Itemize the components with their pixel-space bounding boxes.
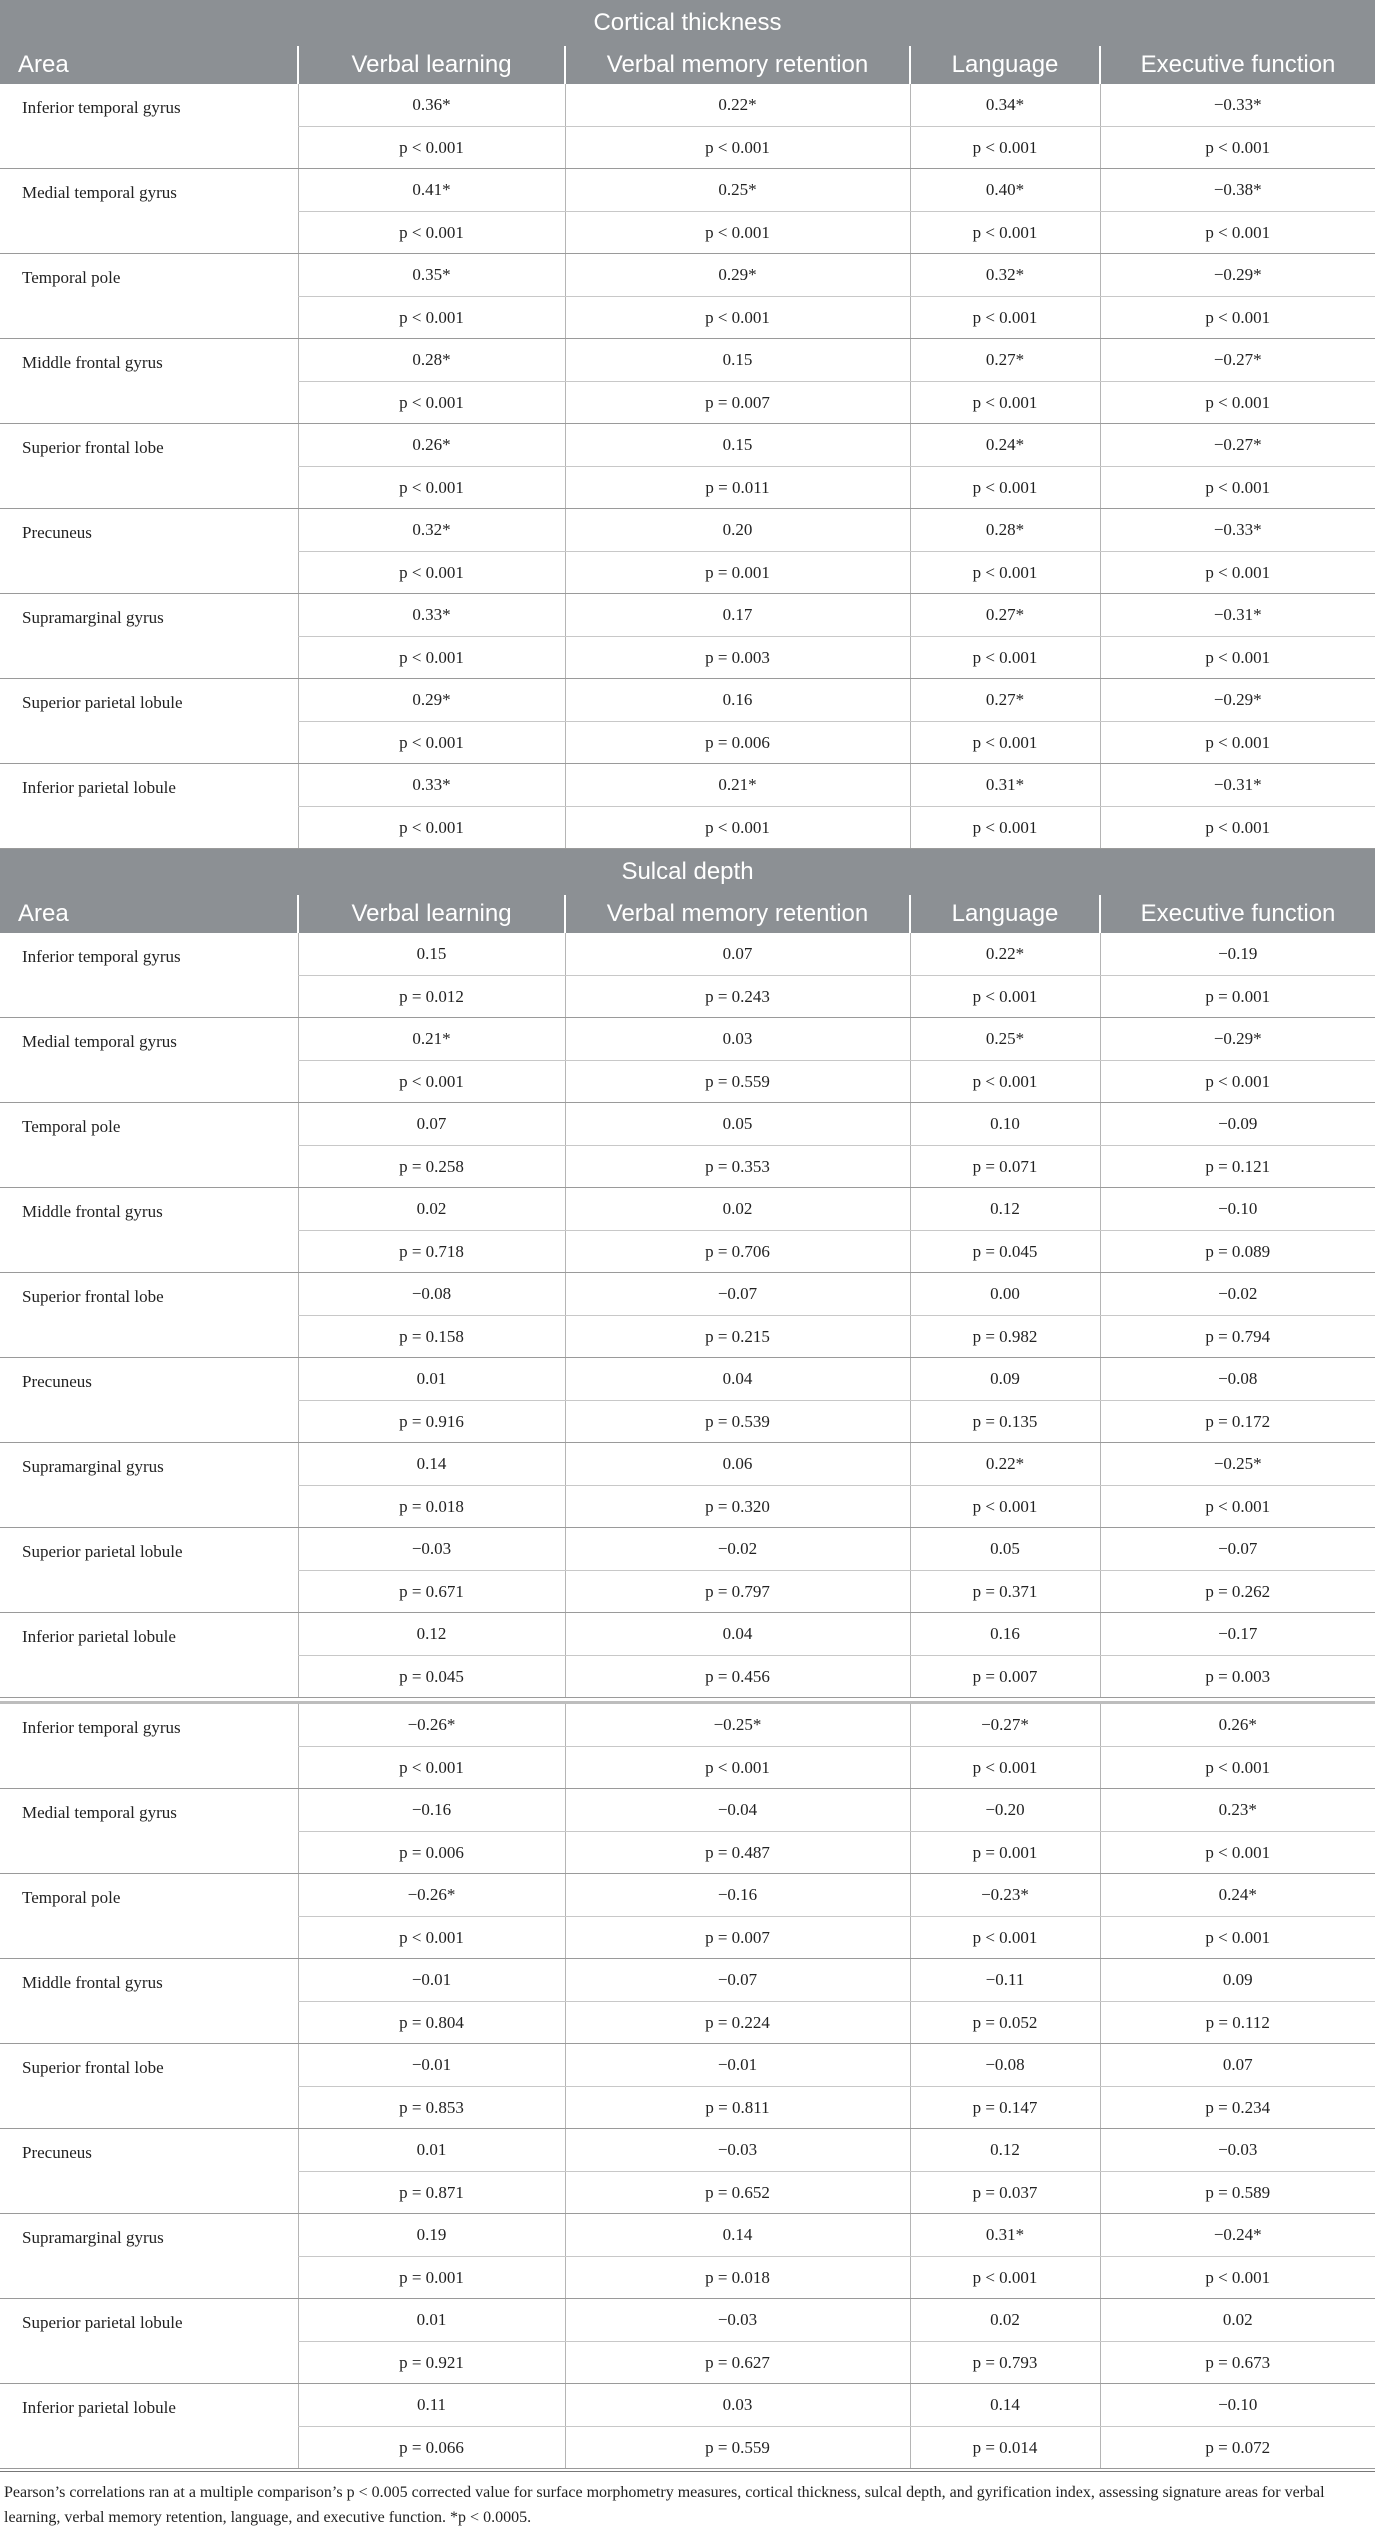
correlation-cell: 0.33* bbox=[298, 594, 565, 637]
correlation-cell: −0.07 bbox=[565, 1273, 910, 1316]
table-row bbox=[0, 254, 1375, 297]
table-row bbox=[0, 764, 1375, 807]
correlation-cell: 0.07 bbox=[298, 1103, 565, 1146]
correlation-cell: −0.26* bbox=[298, 1703, 565, 1747]
p-value-cell: p < 0.001 bbox=[910, 127, 1100, 169]
correlation-cell: 0.27* bbox=[910, 594, 1100, 637]
correlation-cell: 0.01 bbox=[298, 1358, 565, 1401]
p-value-cell: p = 0.853 bbox=[298, 2087, 565, 2129]
correlation-cell: −0.19 bbox=[1100, 933, 1375, 976]
p-value-cell: p = 0.018 bbox=[298, 1486, 565, 1528]
table-row bbox=[0, 2214, 1375, 2257]
correlation-cell: −0.27* bbox=[910, 1703, 1100, 1747]
correlation-cell: 0.15 bbox=[298, 933, 565, 976]
p-value-cell: p < 0.001 bbox=[910, 1061, 1100, 1103]
p-value-cell: p = 0.353 bbox=[565, 1146, 910, 1188]
correlation-cell: 0.32* bbox=[910, 254, 1100, 297]
correlation-cell: 0.12 bbox=[298, 1613, 565, 1656]
correlation-cell: 0.07 bbox=[565, 933, 910, 976]
table-row bbox=[0, 424, 1375, 467]
correlation-cell: 0.33* bbox=[298, 764, 565, 807]
area-cell: Superior frontal lobe bbox=[0, 424, 298, 509]
p-value-cell: p = 0.718 bbox=[298, 1231, 565, 1273]
table-row bbox=[0, 1528, 1375, 1571]
p-value-cell: p < 0.001 bbox=[910, 212, 1100, 254]
p-value-cell: p = 0.627 bbox=[565, 2342, 910, 2384]
correlation-cell: 0.21* bbox=[565, 764, 910, 807]
correlation-cell: 0.22* bbox=[565, 84, 910, 127]
area-cell: Superior parietal lobule bbox=[0, 2299, 298, 2384]
correlation-cell: 0.02 bbox=[910, 2299, 1100, 2342]
correlation-cell: 0.15 bbox=[565, 339, 910, 382]
correlation-cell: −0.03 bbox=[1100, 2129, 1375, 2172]
area-cell: Temporal pole bbox=[0, 1874, 298, 1959]
correlation-cell: 0.27* bbox=[910, 339, 1100, 382]
p-value-cell: p = 0.539 bbox=[565, 1401, 910, 1443]
correlation-cell: 0.06 bbox=[565, 1443, 910, 1486]
table-footnote: Pearson’s correlations ran at a multiple comparison’s p < 0.005 corrected value for surface morphometry measures, cortical thickness, sulcal depth, and gyrification index, assessing signature areas for verbal learning, verbal memory retention, language, and executive function. *p < 0.0005. bbox=[0, 2471, 1375, 2530]
p-value-cell: p = 0.121 bbox=[1100, 1146, 1375, 1188]
p-value-cell: p = 0.135 bbox=[910, 1401, 1100, 1443]
p-value-cell: p = 0.487 bbox=[565, 1832, 910, 1874]
table-row bbox=[0, 1959, 1375, 2002]
correlation-cell: 0.24* bbox=[910, 424, 1100, 467]
column-header: Area bbox=[0, 46, 298, 84]
p-value-cell: p = 0.258 bbox=[298, 1146, 565, 1188]
p-value-cell: p < 0.001 bbox=[298, 1747, 565, 1789]
correlation-cell: 0.04 bbox=[565, 1613, 910, 1656]
column-header: Verbal learning bbox=[298, 895, 565, 933]
table-row bbox=[0, 1358, 1375, 1401]
correlation-cell: −0.03 bbox=[298, 1528, 565, 1571]
area-cell: Inferior temporal gyrus bbox=[0, 1703, 298, 1789]
correlation-cell: −0.20 bbox=[910, 1789, 1100, 1832]
correlation-cell: −0.02 bbox=[565, 1528, 910, 1571]
correlation-cell: 0.04 bbox=[565, 1358, 910, 1401]
area-cell: Middle frontal gyrus bbox=[0, 1188, 298, 1273]
p-value-cell: p = 0.037 bbox=[910, 2172, 1100, 2214]
p-value-cell: p < 0.001 bbox=[1100, 127, 1375, 169]
p-value-cell: p < 0.001 bbox=[565, 297, 910, 339]
area-cell: Precuneus bbox=[0, 2129, 298, 2214]
correlation-cell: 0.10 bbox=[910, 1103, 1100, 1146]
p-value-cell: p < 0.001 bbox=[1100, 1486, 1375, 1528]
column-header: Area bbox=[0, 895, 298, 933]
correlation-cell: 0.09 bbox=[1100, 1959, 1375, 2002]
p-value-cell: p = 0.589 bbox=[1100, 2172, 1375, 2214]
p-value-cell: p = 0.045 bbox=[910, 1231, 1100, 1273]
p-value-cell: p = 0.673 bbox=[1100, 2342, 1375, 2384]
area-cell: Middle frontal gyrus bbox=[0, 1959, 298, 2044]
correlation-cell: −0.31* bbox=[1100, 594, 1375, 637]
p-value-cell: p = 0.147 bbox=[910, 2087, 1100, 2129]
correlation-cell: −0.10 bbox=[1100, 1188, 1375, 1231]
p-value-cell: p = 0.158 bbox=[298, 1316, 565, 1358]
p-value-cell: p = 0.652 bbox=[565, 2172, 910, 2214]
table-row bbox=[0, 2129, 1375, 2172]
p-value-cell: p < 0.001 bbox=[1100, 297, 1375, 339]
p-value-cell: p = 0.871 bbox=[298, 2172, 565, 2214]
section-title-row bbox=[0, 0, 1375, 46]
correlation-cell: 0.03 bbox=[565, 2384, 910, 2427]
column-header: Language bbox=[910, 895, 1100, 933]
p-value-cell: p < 0.001 bbox=[298, 382, 565, 424]
p-value-cell: p = 0.262 bbox=[1100, 1571, 1375, 1613]
correlation-cell: 0.34* bbox=[910, 84, 1100, 127]
p-value-cell: p = 0.014 bbox=[910, 2427, 1100, 2469]
correlation-cell: 0.22* bbox=[910, 933, 1100, 976]
p-value-cell: p = 0.007 bbox=[565, 382, 910, 424]
p-value-cell: p = 0.916 bbox=[298, 1401, 565, 1443]
area-cell: Temporal pole bbox=[0, 254, 298, 339]
correlation-cell: −0.16 bbox=[565, 1874, 910, 1917]
correlation-cell: −0.11 bbox=[910, 1959, 1100, 2002]
correlation-cell: 0.07 bbox=[1100, 2044, 1375, 2087]
correlation-cell: 0.32* bbox=[298, 509, 565, 552]
p-value-cell: p = 0.001 bbox=[1100, 976, 1375, 1018]
p-value-cell: p = 0.371 bbox=[910, 1571, 1100, 1613]
column-header-row bbox=[0, 46, 1375, 84]
correlation-cell: −0.01 bbox=[298, 1959, 565, 2002]
correlation-cell: 0.35* bbox=[298, 254, 565, 297]
p-value-cell: p < 0.001 bbox=[298, 722, 565, 764]
p-value-cell: p = 0.811 bbox=[565, 2087, 910, 2129]
correlation-cell: 0.14 bbox=[298, 1443, 565, 1486]
correlation-cell: 0.40* bbox=[910, 169, 1100, 212]
correlation-cell: −0.16 bbox=[298, 1789, 565, 1832]
area-cell: Middle frontal gyrus bbox=[0, 339, 298, 424]
correlation-cell: 0.17 bbox=[565, 594, 910, 637]
p-value-cell: p = 0.243 bbox=[565, 976, 910, 1018]
correlation-cell: 0.01 bbox=[298, 2129, 565, 2172]
correlation-cell: −0.26* bbox=[298, 1874, 565, 1917]
p-value-cell: p = 0.982 bbox=[910, 1316, 1100, 1358]
p-value-cell: p = 0.012 bbox=[298, 976, 565, 1018]
p-value-cell: p < 0.001 bbox=[910, 1747, 1100, 1789]
correlation-cell: −0.04 bbox=[565, 1789, 910, 1832]
p-value-cell: p < 0.001 bbox=[298, 552, 565, 594]
correlation-cell: 0.00 bbox=[910, 1273, 1100, 1316]
p-value-cell: p < 0.001 bbox=[910, 807, 1100, 849]
p-value-cell: p < 0.001 bbox=[298, 127, 565, 169]
area-cell: Temporal pole bbox=[0, 1103, 298, 1188]
correlation-cell: 0.05 bbox=[910, 1528, 1100, 1571]
p-value-cell: p = 0.072 bbox=[1100, 2427, 1375, 2469]
area-cell: Supramarginal gyrus bbox=[0, 1443, 298, 1528]
p-value-cell: p = 0.071 bbox=[910, 1146, 1100, 1188]
correlation-cell: 0.26* bbox=[1100, 1703, 1375, 1747]
table-row bbox=[0, 679, 1375, 722]
p-value-cell: p = 0.215 bbox=[565, 1316, 910, 1358]
p-value-cell: p < 0.001 bbox=[910, 2257, 1100, 2299]
correlation-cell: −0.25* bbox=[1100, 1443, 1375, 1486]
correlation-cell: 0.05 bbox=[565, 1103, 910, 1146]
table-row bbox=[0, 169, 1375, 212]
p-value-cell: p = 0.112 bbox=[1100, 2002, 1375, 2044]
correlation-cell: −0.08 bbox=[1100, 1358, 1375, 1401]
p-value-cell: p = 0.006 bbox=[565, 722, 910, 764]
correlation-cell: 0.41* bbox=[298, 169, 565, 212]
p-value-cell: p < 0.001 bbox=[910, 637, 1100, 679]
table-row bbox=[0, 2299, 1375, 2342]
p-value-cell: p = 0.921 bbox=[298, 2342, 565, 2384]
p-value-cell: p < 0.001 bbox=[910, 552, 1100, 594]
p-value-cell: p = 0.003 bbox=[565, 637, 910, 679]
section-title-row bbox=[0, 849, 1375, 896]
p-value-cell: p < 0.001 bbox=[565, 1747, 910, 1789]
correlation-cell: −0.29* bbox=[1100, 679, 1375, 722]
p-value-cell: p = 0.793 bbox=[910, 2342, 1100, 2384]
correlation-cell: −0.03 bbox=[565, 2129, 910, 2172]
area-cell: Inferior parietal lobule bbox=[0, 1613, 298, 1698]
correlation-cell: 0.27* bbox=[910, 679, 1100, 722]
p-value-cell: p = 0.456 bbox=[565, 1656, 910, 1698]
p-value-cell: p < 0.001 bbox=[298, 212, 565, 254]
correlation-cell: −0.23* bbox=[910, 1874, 1100, 1917]
p-value-cell: p = 0.559 bbox=[565, 1061, 910, 1103]
correlation-cell: 0.36* bbox=[298, 84, 565, 127]
p-value-cell: p < 0.001 bbox=[910, 467, 1100, 509]
correlation-cell: 0.16 bbox=[910, 1613, 1100, 1656]
p-value-cell: p = 0.172 bbox=[1100, 1401, 1375, 1443]
p-value-cell: p < 0.001 bbox=[1100, 1061, 1375, 1103]
correlation-cell: 0.26* bbox=[298, 424, 565, 467]
p-value-cell: p = 0.797 bbox=[565, 1571, 910, 1613]
column-header: Language bbox=[910, 46, 1100, 84]
p-value-cell: p < 0.001 bbox=[910, 1486, 1100, 1528]
correlation-cell: −0.01 bbox=[298, 2044, 565, 2087]
correlation-cell: 0.12 bbox=[910, 2129, 1100, 2172]
correlation-cell: −0.25* bbox=[565, 1703, 910, 1747]
correlation-cell: −0.24* bbox=[1100, 2214, 1375, 2257]
area-cell: Inferior parietal lobule bbox=[0, 764, 298, 849]
p-value-cell: p = 0.045 bbox=[298, 1656, 565, 1698]
p-value-cell: p < 0.001 bbox=[298, 807, 565, 849]
correlation-cell: −0.07 bbox=[565, 1959, 910, 2002]
correlation-cell: −0.08 bbox=[298, 1273, 565, 1316]
table-row bbox=[0, 1874, 1375, 1917]
correlation-cell: 0.02 bbox=[298, 1188, 565, 1231]
p-value-cell: p < 0.001 bbox=[565, 127, 910, 169]
p-value-cell: p = 0.559 bbox=[565, 2427, 910, 2469]
p-value-cell: p = 0.001 bbox=[910, 1832, 1100, 1874]
correlation-cell: 0.14 bbox=[910, 2384, 1100, 2427]
correlation-cell: 0.22* bbox=[910, 1443, 1100, 1486]
p-value-cell: p = 0.804 bbox=[298, 2002, 565, 2044]
correlation-cell: −0.27* bbox=[1100, 424, 1375, 467]
area-cell: Inferior temporal gyrus bbox=[0, 933, 298, 1018]
p-value-cell: p = 0.066 bbox=[298, 2427, 565, 2469]
area-cell: Inferior temporal gyrus bbox=[0, 84, 298, 169]
correlation-cell: 0.02 bbox=[1100, 2299, 1375, 2342]
correlation-cell: 0.19 bbox=[298, 2214, 565, 2257]
area-cell: Medial temporal gyrus bbox=[0, 169, 298, 254]
correlation-cell: −0.29* bbox=[1100, 254, 1375, 297]
p-value-cell: p = 0.001 bbox=[565, 552, 910, 594]
p-value-cell: p < 0.001 bbox=[910, 722, 1100, 764]
p-value-cell: p < 0.001 bbox=[565, 212, 910, 254]
p-value-cell: p = 0.794 bbox=[1100, 1316, 1375, 1358]
correlation-cell: −0.38* bbox=[1100, 169, 1375, 212]
correlation-cell: −0.17 bbox=[1100, 1613, 1375, 1656]
p-value-cell: p = 0.089 bbox=[1100, 1231, 1375, 1273]
table-row bbox=[0, 84, 1375, 127]
correlation-cell: 0.29* bbox=[298, 679, 565, 722]
correlation-cell: −0.02 bbox=[1100, 1273, 1375, 1316]
table-row bbox=[0, 1103, 1375, 1146]
p-value-cell: p < 0.001 bbox=[1100, 1747, 1375, 1789]
p-value-cell: p = 0.234 bbox=[1100, 2087, 1375, 2129]
area-cell: Superior parietal lobule bbox=[0, 679, 298, 764]
column-header: Verbal memory retention bbox=[565, 895, 910, 933]
p-value-cell: p < 0.001 bbox=[565, 807, 910, 849]
p-value-cell: p = 0.224 bbox=[565, 2002, 910, 2044]
correlation-cell: 0.28* bbox=[910, 509, 1100, 552]
area-cell: Medial temporal gyrus bbox=[0, 1018, 298, 1103]
table-row bbox=[0, 933, 1375, 976]
area-cell: Superior frontal lobe bbox=[0, 2044, 298, 2129]
correlation-cell: 0.02 bbox=[565, 1188, 910, 1231]
area-cell: Precuneus bbox=[0, 509, 298, 594]
correlation-cell: 0.09 bbox=[910, 1358, 1100, 1401]
p-value-cell: p < 0.001 bbox=[1100, 1832, 1375, 1874]
table-row bbox=[0, 1273, 1375, 1316]
table-row bbox=[0, 2384, 1375, 2427]
area-cell: Superior frontal lobe bbox=[0, 1273, 298, 1358]
correlation-cell: 0.23* bbox=[1100, 1789, 1375, 1832]
p-value-cell: p < 0.001 bbox=[1100, 382, 1375, 424]
correlation-cell: 0.29* bbox=[565, 254, 910, 297]
area-cell: Supramarginal gyrus bbox=[0, 2214, 298, 2299]
table-row bbox=[0, 339, 1375, 382]
p-value-cell: p < 0.001 bbox=[1100, 637, 1375, 679]
correlation-cell: −0.01 bbox=[565, 2044, 910, 2087]
p-value-cell: p = 0.706 bbox=[565, 1231, 910, 1273]
area-cell: Supramarginal gyrus bbox=[0, 594, 298, 679]
correlation-cell: 0.24* bbox=[1100, 1874, 1375, 1917]
column-header-row bbox=[0, 895, 1375, 933]
correlation-cell: 0.31* bbox=[910, 764, 1100, 807]
p-value-cell: p < 0.001 bbox=[1100, 2257, 1375, 2299]
correlation-cell: −0.10 bbox=[1100, 2384, 1375, 2427]
p-value-cell: p = 0.018 bbox=[565, 2257, 910, 2299]
p-value-cell: p = 0.003 bbox=[1100, 1656, 1375, 1698]
correlation-cell: 0.12 bbox=[910, 1188, 1100, 1231]
p-value-cell: p < 0.001 bbox=[298, 1917, 565, 1959]
correlation-cell: 0.21* bbox=[298, 1018, 565, 1061]
table-row bbox=[0, 509, 1375, 552]
p-value-cell: p < 0.001 bbox=[298, 297, 565, 339]
area-cell: Precuneus bbox=[0, 1358, 298, 1443]
correlation-cell: 0.03 bbox=[565, 1018, 910, 1061]
correlation-cell: 0.25* bbox=[910, 1018, 1100, 1061]
p-value-cell: p < 0.001 bbox=[1100, 722, 1375, 764]
p-value-cell: p = 0.001 bbox=[298, 2257, 565, 2299]
p-value-cell: p < 0.001 bbox=[298, 637, 565, 679]
correlation-cell: −0.09 bbox=[1100, 1103, 1375, 1146]
table-row bbox=[0, 2044, 1375, 2087]
p-value-cell: p = 0.671 bbox=[298, 1571, 565, 1613]
p-value-cell: p < 0.001 bbox=[1100, 552, 1375, 594]
correlation-cell: 0.14 bbox=[565, 2214, 910, 2257]
correlation-cell: 0.11 bbox=[298, 2384, 565, 2427]
correlation-cell: −0.31* bbox=[1100, 764, 1375, 807]
area-cell: Inferior parietal lobule bbox=[0, 2384, 298, 2469]
p-value-cell: p = 0.006 bbox=[298, 1832, 565, 1874]
correlation-cell: 0.28* bbox=[298, 339, 565, 382]
p-value-cell: p = 0.052 bbox=[910, 2002, 1100, 2044]
correlation-cell: 0.15 bbox=[565, 424, 910, 467]
correlation-cell: 0.31* bbox=[910, 2214, 1100, 2257]
table-row bbox=[0, 1613, 1375, 1656]
area-cell: Medial temporal gyrus bbox=[0, 1789, 298, 1874]
correlation-cell: −0.08 bbox=[910, 2044, 1100, 2087]
p-value-cell: p = 0.011 bbox=[565, 467, 910, 509]
p-value-cell: p = 0.007 bbox=[565, 1917, 910, 1959]
section-title: Cortical thickness bbox=[0, 0, 1375, 46]
table-row bbox=[0, 1018, 1375, 1061]
p-value-cell: p < 0.001 bbox=[298, 1061, 565, 1103]
correlation-cell: 0.01 bbox=[298, 2299, 565, 2342]
p-value-cell: p < 0.001 bbox=[1100, 467, 1375, 509]
p-value-cell: p = 0.320 bbox=[565, 1486, 910, 1528]
p-value-cell: p < 0.001 bbox=[910, 297, 1100, 339]
table-row bbox=[0, 1789, 1375, 1832]
p-value-cell: p < 0.001 bbox=[1100, 807, 1375, 849]
column-header: Executive function bbox=[1100, 895, 1375, 933]
table-row bbox=[0, 1443, 1375, 1486]
p-value-cell: p < 0.001 bbox=[910, 976, 1100, 1018]
correlation-cell: 0.20 bbox=[565, 509, 910, 552]
section-title: Sulcal depth bbox=[0, 849, 1375, 896]
table-row bbox=[0, 1703, 1375, 1747]
column-header: Verbal learning bbox=[298, 46, 565, 84]
p-value-cell: p < 0.001 bbox=[1100, 212, 1375, 254]
correlation-cell: −0.33* bbox=[1100, 84, 1375, 127]
correlation-cell: 0.25* bbox=[565, 169, 910, 212]
p-value-cell: p < 0.001 bbox=[298, 467, 565, 509]
column-header: Executive function bbox=[1100, 46, 1375, 84]
correlation-cell: 0.16 bbox=[565, 679, 910, 722]
p-value-cell: p < 0.001 bbox=[1100, 1917, 1375, 1959]
p-value-cell: p < 0.001 bbox=[910, 1917, 1100, 1959]
p-value-cell: p = 0.007 bbox=[910, 1656, 1100, 1698]
column-header: Verbal memory retention bbox=[565, 46, 910, 84]
correlation-cell: −0.03 bbox=[565, 2299, 910, 2342]
correlation-cell: −0.29* bbox=[1100, 1018, 1375, 1061]
table-row bbox=[0, 594, 1375, 637]
area-cell: Superior parietal lobule bbox=[0, 1528, 298, 1613]
table-row bbox=[0, 1188, 1375, 1231]
p-value-cell: p < 0.001 bbox=[910, 382, 1100, 424]
correlation-cell: −0.27* bbox=[1100, 339, 1375, 382]
correlation-cell: −0.33* bbox=[1100, 509, 1375, 552]
correlation-cell: −0.07 bbox=[1100, 1528, 1375, 1571]
